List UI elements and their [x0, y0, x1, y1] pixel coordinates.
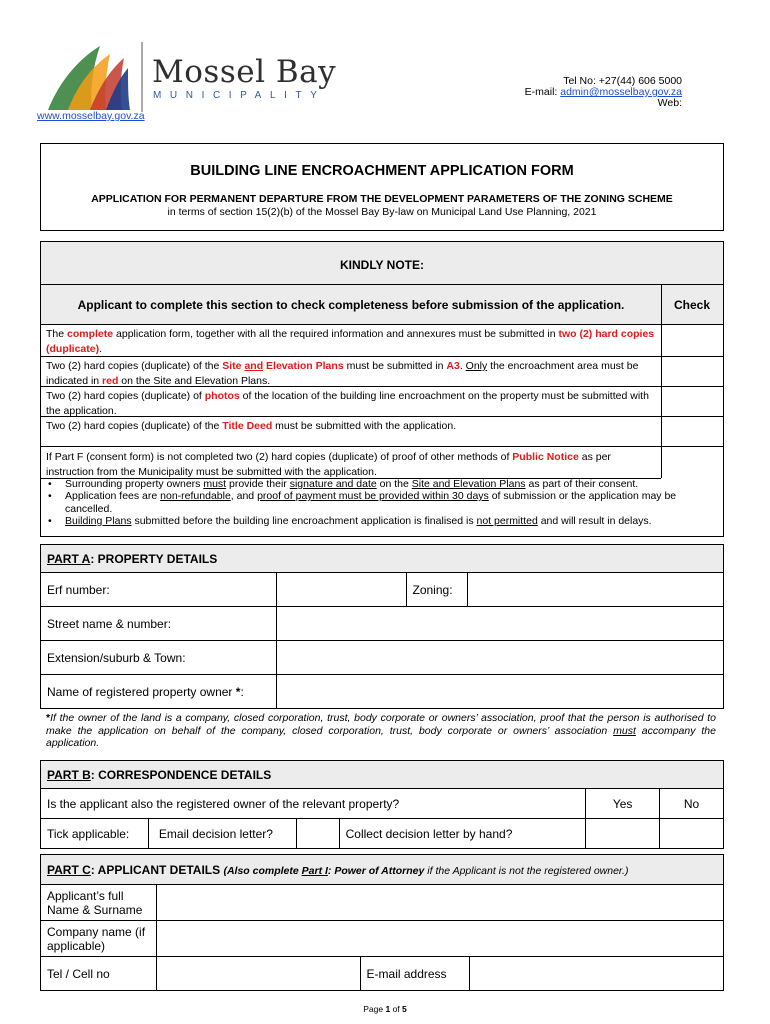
- requirement-text: Two (2) hard copies (duplicate) of photos of the location of the building line encroachment on the property must be submitted with the application.: [46, 390, 649, 417]
- requirement-text: Two (2) hard copies (duplicate) of the Title Deed must be submitted with the application.: [46, 420, 457, 432]
- contact-block: [470, 76, 682, 109]
- check-column-label: Check: [673, 298, 711, 312]
- website-link[interactable]: www.mosselbay.gov.za: [37, 110, 145, 122]
- erf-number-field[interactable]: [276, 573, 406, 607]
- owner-footnote: *If the owner of the land is a company, closed corporation, trust, body corporate or owners’ association, proof that the person is authorised to make the application on behalf of the company, closed corporation, trust, body corporate or owners’ association must accompany the application.: [46, 712, 716, 749]
- notes-bullet-list: [46, 478, 718, 527]
- brand-name: Mossel Bay: [152, 54, 337, 90]
- email-decision-tick[interactable]: [296, 819, 339, 849]
- collect-decision-label: Collect decision letter by hand?: [339, 819, 586, 849]
- applicant-email-field[interactable]: [470, 957, 724, 991]
- email-label: E-mail:: [524, 86, 561, 98]
- form-terms: in terms of section 15(2)(b) of the Mossel Bay By-law on Municipal Land Use Planning, 2021: [167, 206, 597, 218]
- zoning-field[interactable]: [468, 573, 724, 607]
- tel-label: Tel / Cell no: [41, 957, 157, 991]
- checklist-heading: Applicant to complete this section to check completeness before submission of the application.: [77, 298, 625, 312]
- erf-label: Erf number:: [41, 573, 277, 607]
- zoning-label: Zoning:: [406, 573, 468, 607]
- requirement-row: [41, 417, 723, 447]
- no-option[interactable]: No: [660, 789, 724, 819]
- suburb-field[interactable]: [276, 641, 723, 675]
- bullet-item: • Building Plans submitted before the building line encroachment application is finalised is not permitted and will result in delays.: [46, 515, 718, 527]
- tel-number: Tel No: +27(44) 606 5000: [563, 75, 682, 87]
- part-b-correspondence: [40, 760, 724, 849]
- bullet-item: • Surrounding property owners must provide their signature and date on the Site and Elevation Plans as part of their consent.: [46, 478, 718, 490]
- tick-label: Tick applicable:: [41, 819, 149, 849]
- collect-decision-tick[interactable]: [586, 819, 660, 849]
- owner-field[interactable]: [276, 675, 723, 709]
- requirement-row: [41, 357, 723, 387]
- brand-subtitle: MUNICIPALITY: [153, 90, 326, 101]
- requirement-text: The complete application form, together with all the required information and annexures must be submitted in two (2) hard copies (duplicate).: [46, 328, 655, 355]
- owner-question: Is the applicant also the registered owner of the relevant property?: [41, 789, 586, 819]
- part-b-heading: PART B: CORRESPONDENCE DETAILS: [41, 761, 724, 789]
- street-label: Street name & number:: [41, 607, 277, 641]
- company-label: Company name (if applicable): [41, 921, 157, 957]
- tel-field[interactable]: [156, 957, 360, 991]
- part-c-applicant-details: [40, 854, 724, 991]
- logo-sail-icon: [40, 40, 150, 116]
- owner-label: Name of registered property owner *:: [41, 675, 277, 709]
- company-field[interactable]: [156, 921, 723, 957]
- requirement-text: If Part F (consent form) is not completed two (2) hard copies (duplicate) of proof of other methods of Public Notice as per instruction from the Municipality must be submitted with the application.: [46, 451, 611, 478]
- email-decision-label: Email decision letter?: [148, 819, 296, 849]
- check-box[interactable]: [661, 357, 724, 386]
- requirement-text: Two (2) hard copies (duplicate) of the Site and Elevation Plans must be submitted in A3. Only the encroachment area must be indicated in red on the Site and Elevation Plans.: [46, 360, 639, 387]
- email-link[interactable]: admin@mosselbay.gov.za: [560, 86, 682, 98]
- requirement-row: [41, 325, 723, 357]
- check-box[interactable]: [661, 387, 724, 416]
- page-total: 5: [402, 1004, 407, 1014]
- check-box[interactable]: [661, 417, 724, 446]
- page-footer: Page 1 of 5: [363, 1004, 407, 1014]
- kindly-note-section: [40, 241, 724, 537]
- kindly-note-heading: KINDLY NOTE:: [41, 242, 723, 285]
- part-a-heading: PART A: PROPERTY DETAILS: [41, 545, 724, 573]
- checklist-header: [41, 285, 723, 325]
- requirement-row: [41, 447, 723, 478]
- form-subtitle: APPLICATION FOR PERMANENT DEPARTURE FROM THE DEVELOPMENT PARAMETERS OF THE ZONING SCHEME: [91, 193, 673, 205]
- full-name-label: Applicant’s full Name & Surname: [41, 885, 157, 921]
- page-number: 1: [385, 1004, 391, 1014]
- web-label: Web:: [657, 97, 682, 109]
- requirement-row: [41, 387, 723, 417]
- full-name-field[interactable]: [156, 885, 723, 921]
- bullet-item: • Application fees are non-refundable, and proof of payment must be provided within 30 days of submission or the application may be cancelled.: [46, 490, 718, 515]
- applicant-email-label: E-mail address: [360, 957, 470, 991]
- form-title: BUILDING LINE ENCROACHMENT APPLICATION FORM: [190, 163, 574, 179]
- check-box[interactable]: [661, 447, 724, 478]
- part-c-heading: PART C: APPLICANT DETAILS (Also complete Part I: Power of Attorney if the Applicant is not the registered owner.): [41, 855, 724, 885]
- part-a-property-details: [40, 544, 724, 709]
- suburb-label: Extension/suburb & Town:: [41, 641, 277, 675]
- yes-option[interactable]: Yes: [586, 789, 660, 819]
- check-box[interactable]: [661, 325, 724, 356]
- title-box: [40, 143, 724, 231]
- email-line: [470, 87, 682, 98]
- street-field[interactable]: [276, 607, 723, 641]
